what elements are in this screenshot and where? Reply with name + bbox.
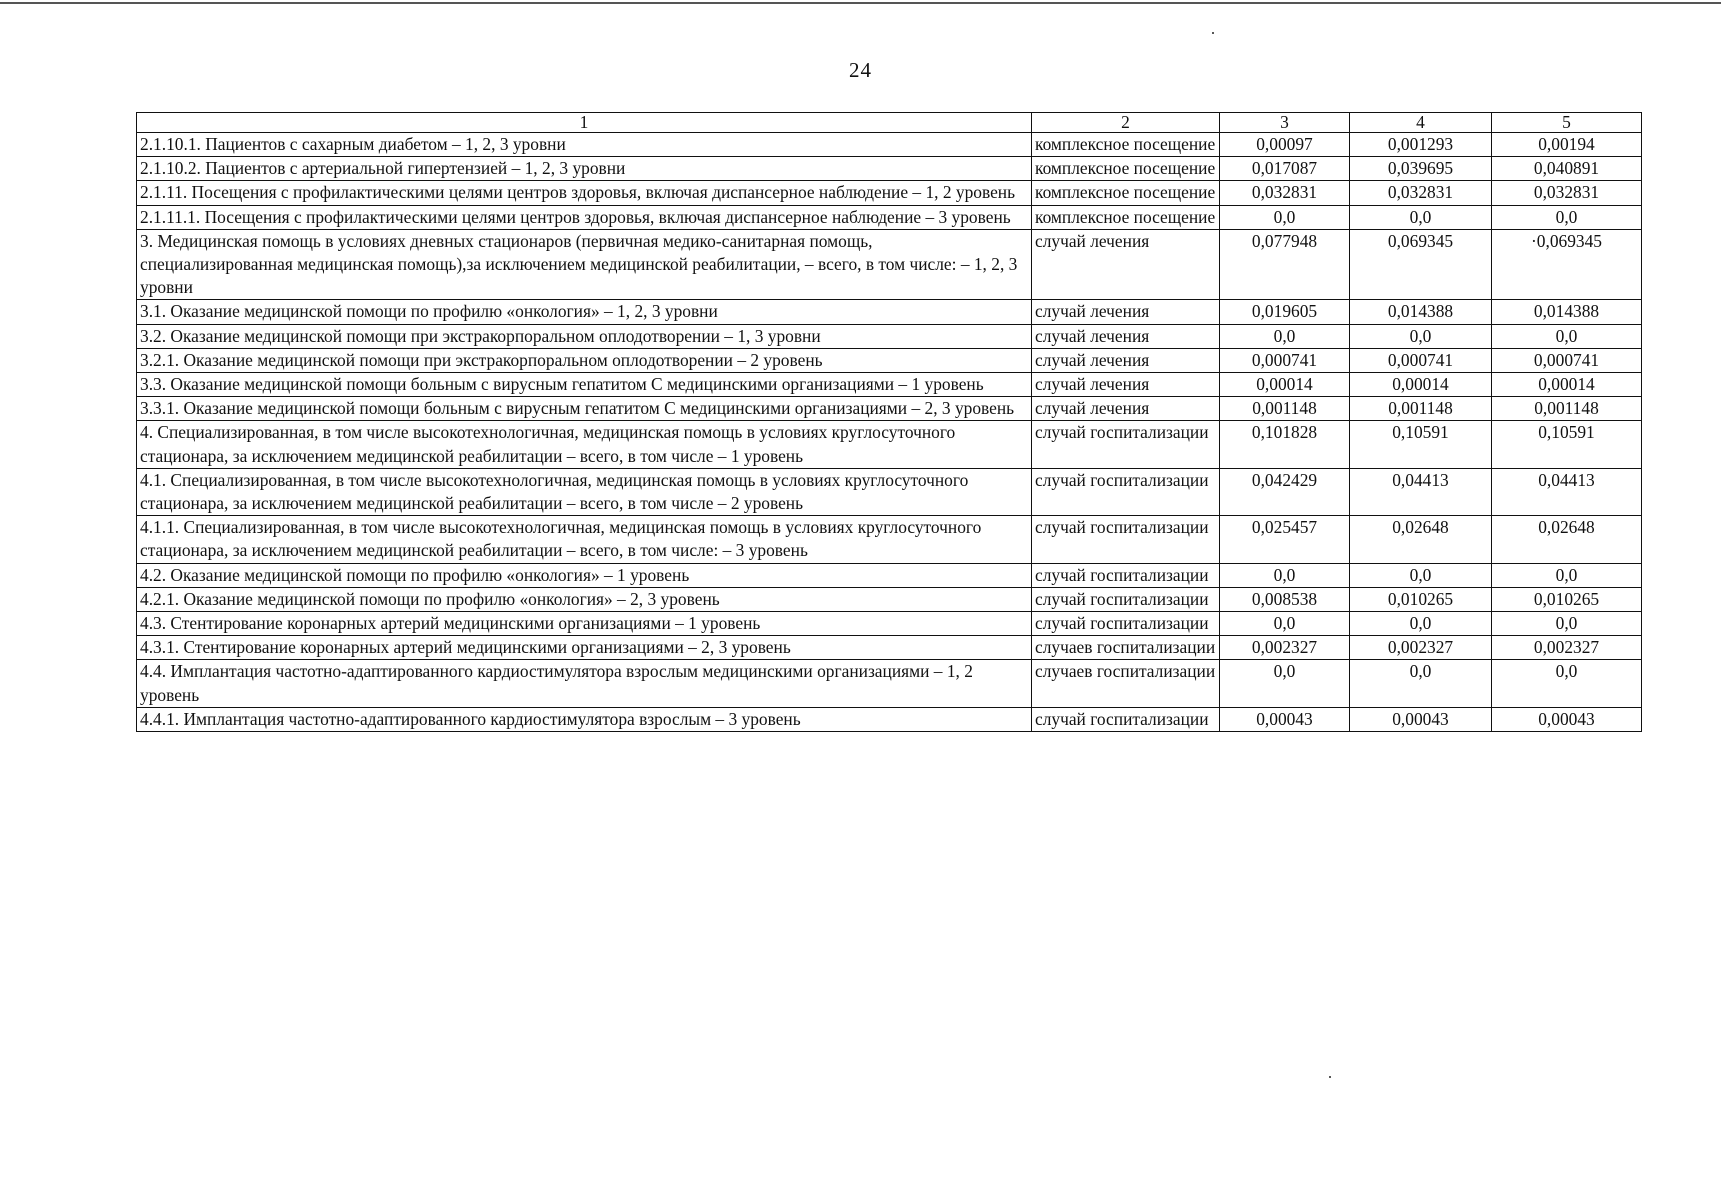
row-value-cell: 0,001148 (1492, 397, 1642, 421)
row-value-cell: 0,0 (1492, 612, 1642, 636)
row-value-cell: 0,032831 (1220, 181, 1350, 205)
row-value-cell: 0,000741 (1220, 348, 1350, 372)
row-name-cell: 3.2.1. Оказание медицинской помощи при экстракорпоральном оплодотворении – 2 уровень (137, 348, 1032, 372)
row-name-cell: 4.3. Стентирование коронарных артерий медицинскими организациями – 1 уровень (137, 612, 1032, 636)
row-value-cell: 0,032831 (1350, 181, 1492, 205)
row-value-cell: 0,0 (1220, 660, 1350, 707)
column-header: 2 (1032, 113, 1220, 133)
row-value-cell: 0,010265 (1492, 587, 1642, 611)
row-unit-cell: случай лечения (1032, 229, 1220, 300)
row-value-cell: 0,101828 (1220, 421, 1350, 468)
row-value-cell: 0,001293 (1350, 133, 1492, 157)
row-value-cell: 0,002327 (1350, 636, 1492, 660)
row-value-cell: 0,00014 (1220, 373, 1350, 397)
row-value-cell: 0,002327 (1220, 636, 1350, 660)
row-name-cell: 4.3.1. Стентирование коронарных артерий медицинскими организациями – 2, 3 уровень (137, 636, 1032, 660)
row-value-cell: 0,001148 (1350, 397, 1492, 421)
table-row (137, 612, 1642, 636)
row-value-cell: 0,04413 (1492, 468, 1642, 515)
row-name-cell: 4.1. Специализированная, в том числе высокотехнологичная, медицинская помощь в условиях круглосуточного стационара, за исключением медицинской реабилитации – всего, в том числе – 2 уровень (137, 468, 1032, 515)
row-unit-cell: случаев госпитализации (1032, 660, 1220, 707)
row-name-cell: 2.1.11.1. Посещения с профилактическими целями центров здоровья, включая диспансерное наблюдение – 3 уровень (137, 205, 1032, 229)
row-value-cell: 0,00014 (1350, 373, 1492, 397)
row-value-cell: 0,0 (1492, 205, 1642, 229)
row-unit-cell: случай госпитализации (1032, 516, 1220, 563)
row-value-cell: 0,077948 (1220, 229, 1350, 300)
row-unit-cell: случай лечения (1032, 397, 1220, 421)
table-row (137, 707, 1642, 731)
table-row (137, 229, 1642, 300)
table-row (137, 373, 1642, 397)
row-value-cell: 0,00014 (1492, 373, 1642, 397)
row-value-cell: 0,02648 (1492, 516, 1642, 563)
row-value-cell: 0,002327 (1492, 636, 1642, 660)
row-name-cell: 4. Специализированная, в том числе высокотехнологичная, медицинская помощь в условиях круглосуточного стационара, за исключением медицинской реабилитации – всего, в том числе – 1 уровень (137, 421, 1032, 468)
row-name-cell: 2.1.11. Посещения с профилактическими целями центров здоровья, включая диспансерное наблюдение – 1, 2 уровень (137, 181, 1032, 205)
row-value-cell: 0,00194 (1492, 133, 1642, 157)
column-header: 4 (1350, 113, 1492, 133)
table-row (137, 348, 1642, 372)
row-value-cell: 0,001148 (1220, 397, 1350, 421)
scan-speck (1212, 32, 1214, 34)
row-unit-cell: случай госпитализации (1032, 707, 1220, 731)
row-unit-cell: случай лечения (1032, 373, 1220, 397)
column-header: 5 (1492, 113, 1642, 133)
row-value-cell: 0,019605 (1220, 300, 1350, 324)
table-row (137, 181, 1642, 205)
row-name-cell: 3.2. Оказание медицинской помощи при экстракорпоральном оплодотворении – 1, 3 уровни (137, 324, 1032, 348)
row-value-cell: 0,10591 (1492, 421, 1642, 468)
row-value-cell: 0,00043 (1492, 707, 1642, 731)
row-name-cell: 4.2.1. Оказание медицинской помощи по профилю «онкология» – 2, 3 уровень (137, 587, 1032, 611)
row-unit-cell: комплексное посещение (1032, 181, 1220, 205)
row-value-cell: 0,014388 (1492, 300, 1642, 324)
row-unit-cell: случай госпитализации (1032, 421, 1220, 468)
row-name-cell: 4.2. Оказание медицинской помощи по профилю «онкология» – 1 уровень (137, 563, 1032, 587)
table-body (137, 133, 1642, 732)
row-name-cell: 3.1. Оказание медицинской помощи по профилю «онкология» – 1, 2, 3 уровни (137, 300, 1032, 324)
row-unit-cell: комплексное посещение (1032, 205, 1220, 229)
table-row (137, 300, 1642, 324)
row-name-cell: 4.4.1. Имплантация частотно-адаптированного кардиостимулятора взрослым – 3 уровень (137, 707, 1032, 731)
table-row (137, 468, 1642, 515)
row-value-cell: 0,042429 (1220, 468, 1350, 515)
row-value-cell: 0,0 (1220, 324, 1350, 348)
table-row (137, 133, 1642, 157)
row-value-cell: 0,00043 (1220, 707, 1350, 731)
row-value-cell: 0,0 (1350, 660, 1492, 707)
row-value-cell: 0,040891 (1492, 157, 1642, 181)
row-value-cell: 0,025457 (1220, 516, 1350, 563)
table-row (137, 324, 1642, 348)
row-value-cell: 0,014388 (1350, 300, 1492, 324)
row-unit-cell: комплексное посещение (1032, 133, 1220, 157)
row-name-cell: 3.3. Оказание медицинской помощи больным с вирусным гепатитом С медицинскими организациями – 1 уровень (137, 373, 1032, 397)
row-value-cell: 0,0 (1220, 612, 1350, 636)
row-value-cell: 0,069345 (1350, 229, 1492, 300)
table-row (137, 660, 1642, 707)
row-name-cell: 4.1.1. Специализированная, в том числе высокотехнологичная, медицинская помощь в условиях круглосуточного стационара, за исключением медицинской реабилитации – всего, в том числе: – 3 уровень (137, 516, 1032, 563)
row-unit-cell: случай госпитализации (1032, 612, 1220, 636)
row-value-cell: ·0,069345 (1492, 229, 1642, 300)
row-value-cell: 0,0 (1492, 563, 1642, 587)
row-name-cell: 2.1.10.2. Пациентов с артериальной гипертензией – 1, 2, 3 уровни (137, 157, 1032, 181)
row-value-cell: 0,0 (1492, 324, 1642, 348)
row-value-cell: 0,10591 (1350, 421, 1492, 468)
row-unit-cell: случаев госпитализации (1032, 636, 1220, 660)
table-row (137, 587, 1642, 611)
row-value-cell: 0,0 (1350, 563, 1492, 587)
row-unit-cell: комплексное посещение (1032, 157, 1220, 181)
scan-speck (1329, 1076, 1331, 1078)
row-unit-cell: случай лечения (1032, 324, 1220, 348)
row-unit-cell: случай госпитализации (1032, 468, 1220, 515)
table-header-row (137, 113, 1642, 133)
row-unit-cell: случай лечения (1032, 348, 1220, 372)
data-table (136, 112, 1642, 732)
row-value-cell: 0,000741 (1350, 348, 1492, 372)
table-row (137, 397, 1642, 421)
table-row (137, 157, 1642, 181)
row-name-cell: 3.3.1. Оказание медицинской помощи больным с вирусным гепатитом С медицинскими организациями – 2, 3 уровень (137, 397, 1032, 421)
table-row (137, 205, 1642, 229)
page-number: 24 (849, 58, 872, 82)
column-header: 3 (1220, 113, 1350, 133)
row-value-cell: 0,017087 (1220, 157, 1350, 181)
column-header: 1 (137, 113, 1032, 133)
table-row (137, 563, 1642, 587)
table-row (137, 636, 1642, 660)
row-name-cell: 4.4. Имплантация частотно-адаптированного кардиостимулятора взрослым медицинскими организациями – 1, 2 уровень (137, 660, 1032, 707)
row-value-cell: 0,00097 (1220, 133, 1350, 157)
row-value-cell: 0,0 (1220, 205, 1350, 229)
table-row (137, 421, 1642, 468)
row-value-cell: 0,0 (1350, 612, 1492, 636)
row-value-cell: 0,0 (1220, 563, 1350, 587)
row-name-cell: 3. Медицинская помощь в условиях дневных стационаров (первичная медико-санитарная помощь, специализированная медицинская помощь),за исключением медицинской реабилитации, – всего, в том числе: – 1, 2, 3 уровни (137, 229, 1032, 300)
row-value-cell: 0,00043 (1350, 707, 1492, 731)
row-value-cell: 0,032831 (1492, 181, 1642, 205)
row-unit-cell: случай госпитализации (1032, 563, 1220, 587)
row-unit-cell: случай лечения (1032, 300, 1220, 324)
row-value-cell: 0,02648 (1350, 516, 1492, 563)
row-value-cell: 0,039695 (1350, 157, 1492, 181)
row-unit-cell: случай госпитализации (1032, 587, 1220, 611)
row-value-cell: 0,0 (1350, 205, 1492, 229)
row-value-cell: 0,0 (1492, 660, 1642, 707)
table-row (137, 516, 1642, 563)
row-name-cell: 2.1.10.1. Пациентов с сахарным диабетом – 1, 2, 3 уровни (137, 133, 1032, 157)
row-value-cell: 0,000741 (1492, 348, 1642, 372)
row-value-cell: 0,04413 (1350, 468, 1492, 515)
top-rule (0, 2, 1721, 4)
row-value-cell: 0,008538 (1220, 587, 1350, 611)
row-value-cell: 0,010265 (1350, 587, 1492, 611)
row-value-cell: 0,0 (1350, 324, 1492, 348)
